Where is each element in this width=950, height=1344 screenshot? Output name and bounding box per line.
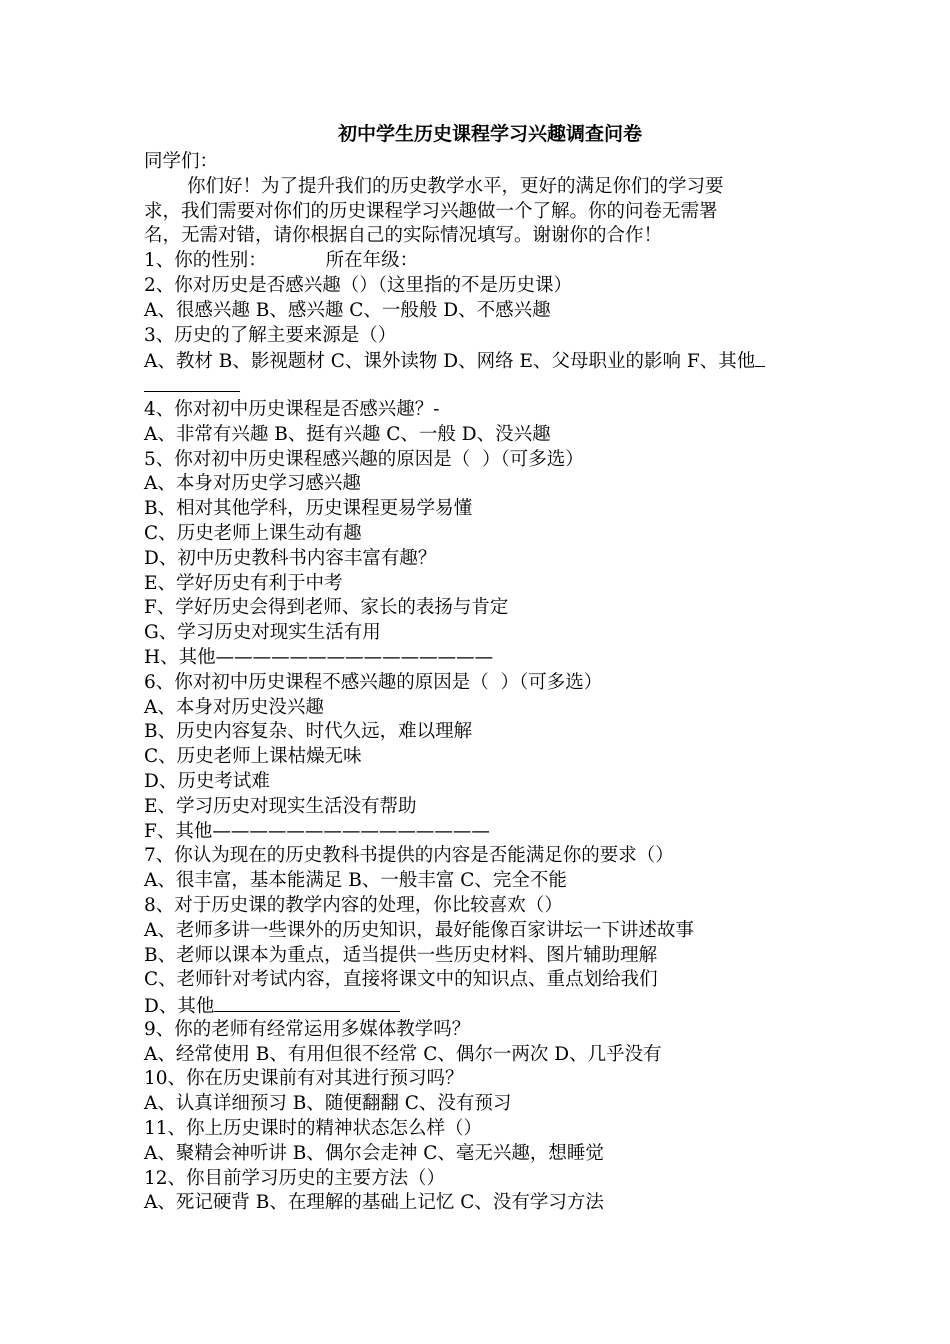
question-4: 4、你对初中历史课程是否感兴趣？- bbox=[144, 398, 440, 420]
question-10-options: A、认真详细预习 B、随便翻翻 C、没有预习 bbox=[144, 1093, 512, 1115]
question-5-option-b: B、相对其他学科，历史课程更易学易懂 bbox=[144, 498, 473, 520]
question-8-option-d-text: D、其他 bbox=[144, 996, 215, 1018]
question-8-option-d bbox=[144, 993, 816, 1018]
question-5-option-e: E、学好历史有利于中考 bbox=[144, 572, 343, 594]
question-5-option-h: H、其他——————————————— bbox=[144, 646, 494, 668]
intro-line-3: 名，无需对错，请你根据自己的实际情况填写。谢谢你的合作！ bbox=[144, 225, 663, 247]
question-3: 3、历史的了解主要来源是（） bbox=[144, 324, 397, 346]
question-3-other-blank bbox=[144, 373, 240, 392]
greeting: 同学们： bbox=[144, 151, 219, 172]
question-12-options: A、死记硬背 B、在理解的基础上记忆 C、没有学习方法 bbox=[144, 1192, 604, 1214]
question-2-options: A、很感兴趣 B、感兴趣 C、一般般 D、不感兴趣 bbox=[144, 299, 551, 321]
question-3-options-text: A、教材 B、影视题材 C、课外读物 D、网络 E、父母职业的影响 F、其他 bbox=[144, 351, 756, 373]
question-8-option-b: B、老师以课本为重点，适当提供一些历史材料、图片辅助理解 bbox=[144, 944, 658, 966]
questionnaire-page bbox=[144, 118, 816, 1216]
question-4-options: A、非常有兴趣 B、挺有兴趣 C、一般 D、没兴趣 bbox=[144, 423, 551, 445]
question-6-option-f: F、其他——————————————— bbox=[144, 820, 490, 842]
question-7-options: A、很丰富，基本能满足 B、一般丰富 C、完全不能 bbox=[144, 870, 567, 892]
question-8: 8、对于历史课的教学内容的处理，你比较喜欢（） bbox=[144, 894, 563, 916]
question-6: 6、你对初中历史课程不感兴趣的原因是（ ）（可多选） bbox=[144, 671, 603, 693]
question-6-option-b: B、历史内容复杂、时代久远，难以理解 bbox=[144, 721, 473, 743]
question-5-option-a: A、本身对历史学习感兴趣 bbox=[144, 473, 361, 495]
question-2: 2、你对历史是否感兴趣（）（这里指的不是历史课） bbox=[144, 274, 573, 296]
question-8-option-c: C、老师针对考试内容，直接将课文中的知识点、重点划给我们 bbox=[144, 969, 658, 991]
question-6-option-c: C、历史老师上课枯燥无味 bbox=[144, 746, 362, 768]
question-5-option-c: C、历史老师上课生动有趣 bbox=[144, 522, 362, 544]
question-9-options: A、经常使用 B、有用但很不经常 C、偶尔一两次 D、几乎没有 bbox=[144, 1043, 662, 1065]
question-9: 9、你的老师有经常运用多媒体教学吗？ bbox=[144, 1018, 471, 1040]
intro-line-1: 你们好！为了提升我们的历史教学水平，更好的满足你们的学习要 bbox=[187, 175, 724, 197]
question-3-other-blank-line bbox=[144, 373, 816, 398]
question-11: 11、你上历史课时的精神状态怎么样（） bbox=[144, 1118, 483, 1140]
question-12: 12、你目前学习历史的主要方法（） bbox=[144, 1167, 446, 1189]
question-11-options: A、聚精会神听讲 B、偶尔会走神 C、毫无兴趣，想睡觉 bbox=[144, 1142, 604, 1164]
document-title: 初中学生历史课程学习兴趣调查问卷 bbox=[337, 123, 642, 145]
question-6-option-e: E、学习历史对现实生活没有帮助 bbox=[144, 795, 417, 817]
question-5-option-g: G、学习历史对现实生活有用 bbox=[144, 622, 381, 644]
question-5-option-f: F、学好历史会得到老师、家长的表扬与肯定 bbox=[144, 597, 509, 619]
question-5: 5、你对初中历史课程感兴趣的原因是（ ）（可多选） bbox=[144, 448, 584, 470]
question-7: 7、你认为现在的历史教科书提供的内容是否能满足你的要求（） bbox=[144, 845, 674, 867]
question-8-other-blank bbox=[214, 993, 400, 1012]
question-5-option-d: D、初中历史教科书内容丰富有趣？ bbox=[144, 547, 437, 569]
question-8-option-a: A、老师多讲一些课外的历史知识，最好能像百家讲坛一下讲述故事 bbox=[144, 919, 694, 941]
question-10: 10、你在历史课前有对其进行预习吗？ bbox=[144, 1068, 464, 1090]
question-1: 1、你的性别： 所在年级： bbox=[144, 250, 419, 272]
question-6-option-a: A、本身对历史没兴趣 bbox=[144, 696, 324, 718]
question-6-option-d: D、历史考试难 bbox=[144, 770, 270, 792]
intro-line-2: 求，我们需要对你们的历史课程学习兴趣做一个了解。你的问卷无需署 bbox=[144, 200, 718, 222]
question-3-other-blank-start bbox=[755, 348, 765, 367]
question-3-options bbox=[144, 348, 816, 373]
